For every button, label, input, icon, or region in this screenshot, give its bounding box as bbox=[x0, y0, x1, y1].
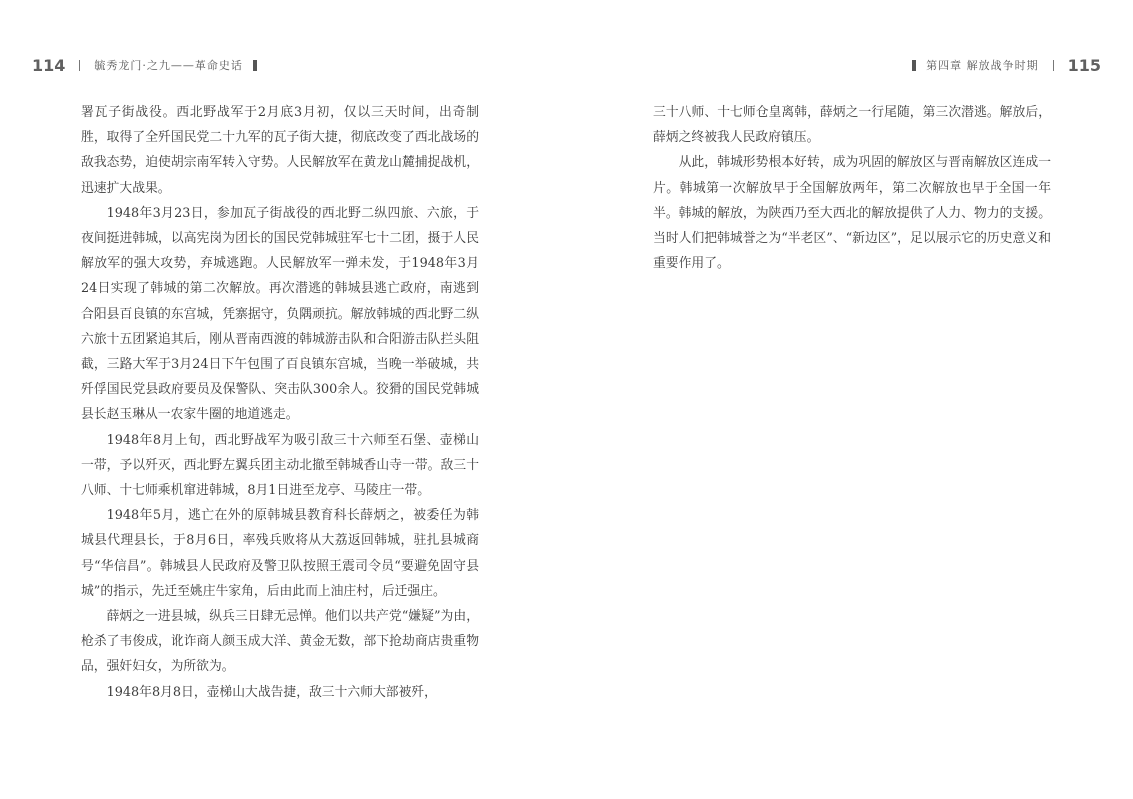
header-marker bbox=[253, 60, 257, 71]
left-header-title: 毓秀龙门·之九——革命史话 bbox=[94, 59, 243, 72]
body-paragraph: 署瓦子街战役。西北野战军于2月底3月初，仅以三天时间，出奇制胜，取得了全歼国民党二十九军的瓦子街大捷，彻底改变了西北战场的敌我态势，迫使胡宗南军转入守势。人民解放军在黄龙山麓捕捉战机，迅速扩大战果。 bbox=[81, 105, 479, 196]
header-divider bbox=[79, 60, 80, 71]
body-paragraph: 1948年8月8日，壶梯山大战告捷，敌三十六师大部被歼， bbox=[106, 684, 437, 700]
left-page-header bbox=[32, 54, 267, 76]
right-header-title: 第四章 解放战争时期 bbox=[926, 59, 1039, 72]
right-page-body bbox=[653, 100, 1051, 276]
body-paragraph: 薛炳之一进县城，纵兵三日肆无忌惮。他们以共产党“嫌疑”为由，枪杀了韦俊成，讹诈商人颜玉成大洋、黄金无数，部下抢劫商店贵重物品，强奸妇女，为所欲为。 bbox=[81, 609, 479, 675]
body-paragraph: 1948年5月，逃亡在外的原韩城县教育科长薛炳之，被委任为韩城县代理县长，于8月6日，率残兵败将从大荔返回韩城，驻扎县城商号“华信昌”。韩城县人民政府及警卫队按照王震司令员“要避免固守县城”的指示，先迁至姚庄牛家角，后由此而上油庄村，后迁强庄。 bbox=[81, 508, 479, 599]
body-paragraph: 三十八师、十七师仓皇离韩，薛炳之一行尾随，第三次潜逃。解放后，薛炳之终被我人民政府镇压。 bbox=[653, 105, 1051, 146]
header-marker bbox=[912, 60, 916, 71]
body-paragraph: 1948年3月23日，参加瓦子街战役的西北野二纵四旅、六旅，于夜间挺进韩城，以高宪岗为团长的国民党韩城驻军七十二团，摄于人民解放军的强大攻势，弃城逃跑。人民解放军一弹未发，于1948年3月24日实现了韩城的第二次解放。再次潜逃的韩城县逃亡政府，南逃到合阳县百良镇的东宫城，凭寨据守，负隅顽抗。解放韩城的西北野二纵六旅十五团紧追其后，刚从晋南西渡的韩城游击队和合阳游击队拦头阻截，三路大军于3月24日下午包围了百良镇东宫城，当晚一举破城，共歼俘国民党县政府要员及保警队、突击队300余人。狡猾的国民党韩城县长赵玉琳从一农家牛圈的地道逃走。 bbox=[81, 205, 479, 423]
right-page-header bbox=[902, 54, 1101, 76]
body-paragraph: 1948年8月上旬，西北野战军为吸引敌三十六师至石堡、壶梯山一带，予以歼灭，西北野左翼兵团主动北撤至韩城香山寺一带。敌三十八师、十七师乘机窜进韩城，8月1日进至龙亭、马陵庄一带。 bbox=[81, 432, 479, 499]
right-page-number: 115 bbox=[1067, 55, 1101, 75]
body-paragraph: 从此，韩城形势根本好转，成为巩固的解放区与晋南解放区连成一片。韩城第一次解放早于全国解放两年，第二次解放也早于全国一年半。韩城的解放，为陕西乃至大西北的解放提供了人力、物力的支援。当时人们把韩城誉之为“半老区”、“新边区”，足以展示它的历史意义和重要作用了。 bbox=[653, 155, 1051, 272]
left-page-number: 114 bbox=[32, 55, 66, 75]
left-page-body bbox=[81, 100, 479, 705]
header-divider bbox=[1053, 60, 1054, 71]
